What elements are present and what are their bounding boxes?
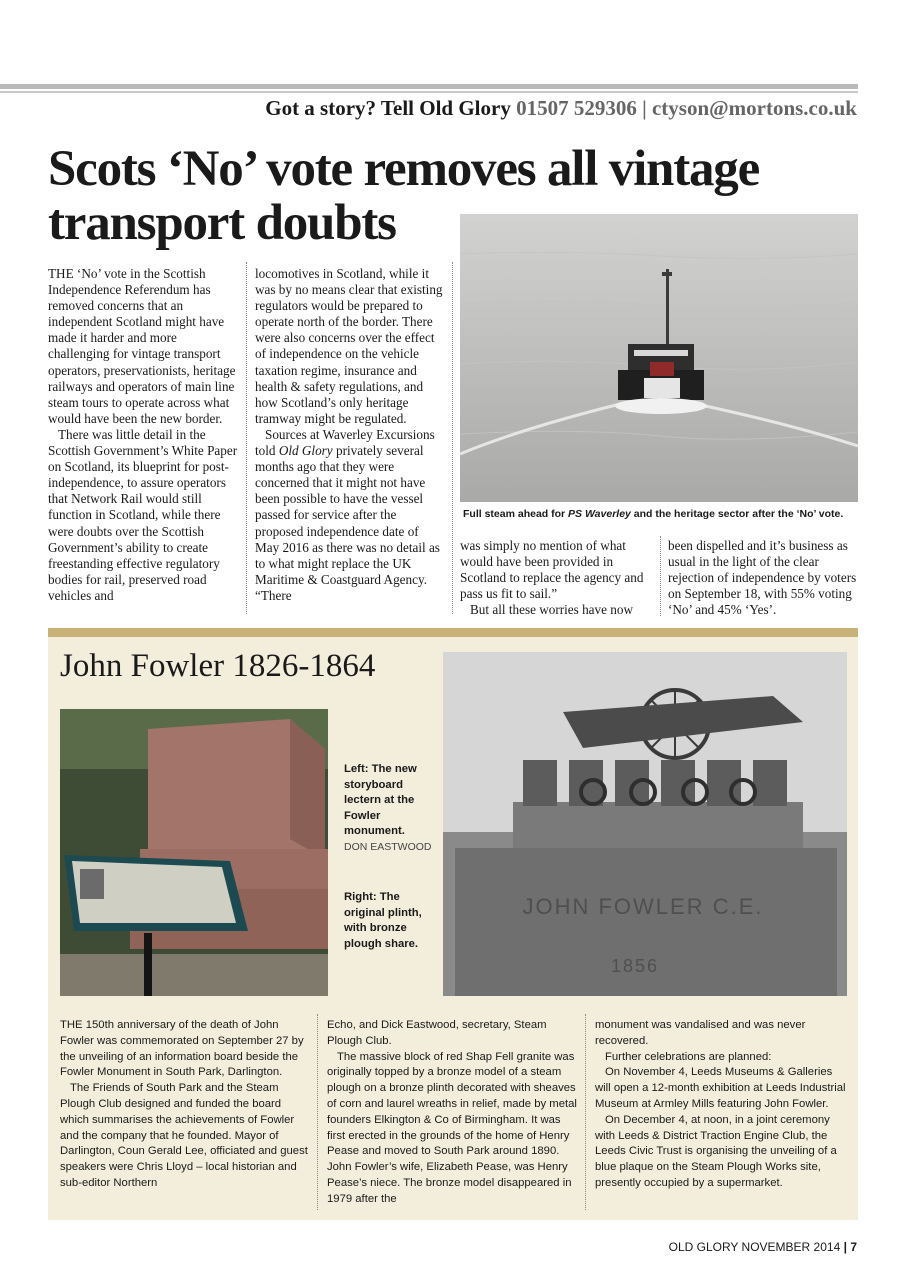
monument-year: 1856 xyxy=(610,956,660,976)
feature-column-3 xyxy=(595,1018,847,1192)
photo-caption xyxy=(463,508,858,520)
caption-text: Full steam ahead for xyxy=(463,508,569,520)
caption-text: Left: The new storyboard lectern at the Fowler monument. xyxy=(344,763,417,838)
paragraph: Further celebrations are planned: xyxy=(605,1050,772,1063)
text-run: Sources at Waverley Excursions told xyxy=(255,426,435,459)
column-divider xyxy=(585,1014,586,1210)
paragraph: monument was vandalised and was never recovered. xyxy=(595,1019,806,1047)
vessel-name: PS Waverley xyxy=(568,508,631,520)
paragraph: The massive block of red Shap Fell granite was originally topped by a bronze model of a steam plough on a bronze plinth decorated with sheaves of corn and laurel wreaths in relief, made by metal founders Elkington & Co of Birmingham. It was first erected in the grounds of the home of Henry Pease and moved to South Park around 1890. John Fowler’s wife, Elizabeth Pease, was Henry Pease’s niece. The bronze model disappeared in 1979 after the xyxy=(327,1050,577,1205)
paddle-steamer-photo xyxy=(460,214,858,502)
plinth-illustration xyxy=(443,652,847,996)
issue-date: NOVEMBER 2014 xyxy=(741,1240,841,1254)
text-run: privately several months ago that they were concerned that it might not have been possible to have the vessel passed for service after the proposed independence date of May 2016 as there was no detail as to what might replace the UK Maritime & Coastguard Agency. “There xyxy=(255,443,440,603)
contact-tagline xyxy=(265,96,857,121)
header-rule-thin xyxy=(0,91,858,93)
plinth-photo xyxy=(443,652,847,996)
footer-separator: | xyxy=(843,1240,847,1254)
paragraph: Echo, and Dick Eastwood, secretary, Steam Plough Club. xyxy=(327,1019,547,1047)
paragraph: THE ‘No’ vote in the Scottish Independence Referendum has removed concerns that an independent Scotland might have made it harder and more challenging for vintage transport operators, preservationists, heritage railways and operators of main line steam tours to operate across what would have been the new border. xyxy=(48,266,236,426)
paragraph: On November 4, Leeds Museums & Galleries will open a 12-month exhibition at Leeds Industrial Museum at Armley Mills featuring John Fowler. xyxy=(595,1066,846,1110)
caption-text: and the heritage sector after the ‘No’ vote. xyxy=(630,508,844,520)
caption-text: Right: The original plinth, with bronze plough share. xyxy=(344,891,422,950)
page-number: 7 xyxy=(850,1240,857,1254)
article-headline: Scots ‘No’ vote removes all vintage transport doubts xyxy=(48,141,760,251)
feature-box-bar xyxy=(48,628,858,637)
paragraph: On December 4, at noon, in a joint ceremony with Leeds & District Traction Engine Club, the Leeds Civic Trust is organising the unveiling of a blue plaque on the Steam Plough Works site, presently occupied by a supermarket. xyxy=(595,1113,837,1189)
paragraph: The Friends of South Park and the Steam Plough Club designed and funded the board which summarises the achievements of Fowler and the company that he founded. Mayor of Darlington, Coun Gerald Lee, officiated and guest speakers were Chris Lloyd – local historian and sub-editor Northern xyxy=(60,1082,308,1189)
right-photo-caption xyxy=(344,890,436,952)
page-footer xyxy=(669,1240,857,1254)
paragraph: been dispelled and it’s business as usual in the light of the clear rejection of independence by voters on September 18, with 55% voting ‘No’ and 45% ‘Yes’. xyxy=(668,538,857,618)
monument-inscription: JOHN FOWLER C.E. xyxy=(522,894,764,919)
paragraph: locomotives in Scotland, while it was by no means clear that existing regulators would be prepared to operate north of the border. There were also concerns over the effect of independence on the vehicle taxation regime, insurance and health & safety regulations, and how Scotland’s only heritage tramway might be regulated. xyxy=(255,266,443,426)
paragraph: There was little detail in the Scottish Government’s White Paper on Scotland, its blueprint for post-independence, to assure operators that Network Rail would still function in Scotland, while there were doubts over the Scottish Government’s ability to create freestanding effective regulatory bodies for rail, preserved road vehicles and xyxy=(48,426,238,603)
tagline-lead: Got a story? Tell Old Glory xyxy=(265,96,511,120)
article-column-3 xyxy=(460,538,650,618)
paddle-steamer-illustration xyxy=(460,214,858,502)
magazine-name: OLD GLORY xyxy=(668,1240,739,1254)
column-divider xyxy=(317,1014,318,1210)
publication-name: Old Glory xyxy=(278,443,333,459)
column-divider xyxy=(452,262,453,614)
paragraph: But all these worries have now xyxy=(470,602,633,618)
article-column-4 xyxy=(668,538,858,618)
paragraph xyxy=(255,427,445,604)
paragraph: THE 150th anniversary of the death of John Fowler was commemorated on September 27 by the unveiling of an information board beside the Fowler Monument in South Park, Darlington. xyxy=(60,1019,304,1079)
lectern-photo xyxy=(60,709,328,996)
column-divider xyxy=(660,536,661,616)
photo-credit: DON EASTWOOD xyxy=(344,840,432,853)
feature-column-2 xyxy=(327,1018,577,1208)
paragraph: was simply no mention of what would have been provided in Scotland to replace the agency and pass us fit to sail.” xyxy=(460,538,644,602)
lectern-illustration xyxy=(60,709,328,996)
tagline-contact: 01507 529306 | ctyson@mortons.co.uk xyxy=(516,96,857,120)
article-column-2 xyxy=(255,266,445,604)
feature-column-1 xyxy=(60,1018,310,1192)
left-photo-caption xyxy=(344,762,436,856)
article-column-1 xyxy=(48,266,238,604)
header-rule xyxy=(0,84,858,89)
column-divider xyxy=(246,262,247,614)
feature-title: John Fowler 1826-1864 xyxy=(60,648,376,684)
